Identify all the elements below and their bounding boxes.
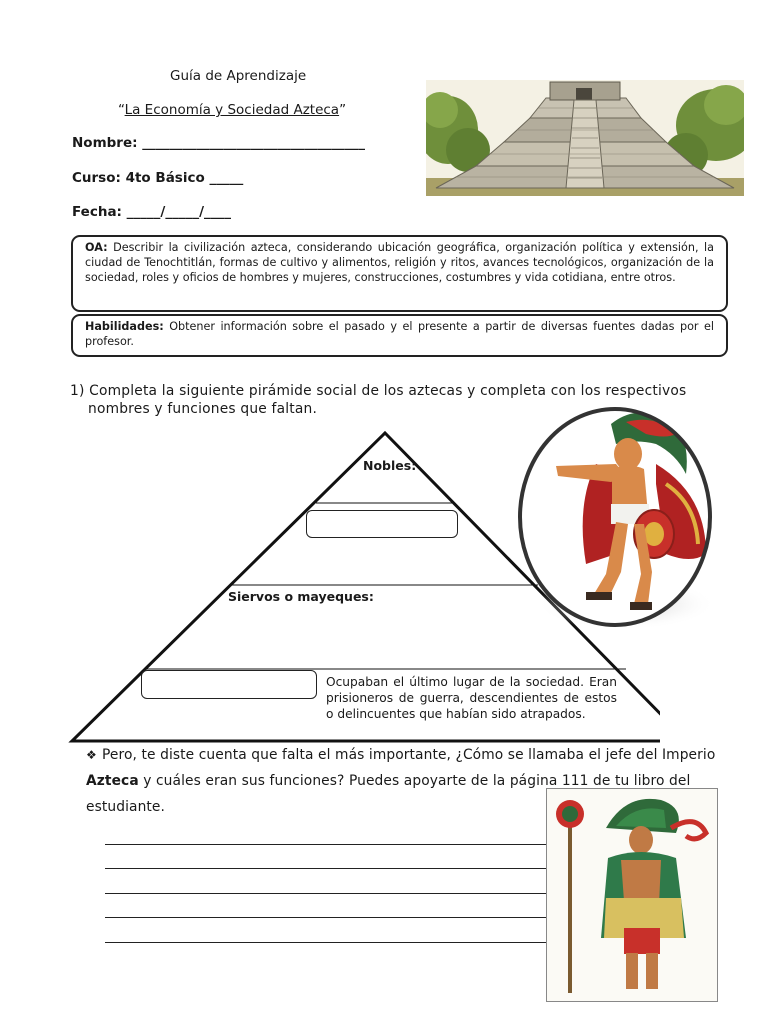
page-title: Guía de Aprendizaje <box>170 68 307 84</box>
name-field[interactable]: Nombre: _________________________________ <box>72 135 365 151</box>
pyramid-label-nobles: Nobles: <box>363 458 417 473</box>
answer-lines[interactable] <box>105 820 550 943</box>
pyramid-answer-box-bottom[interactable] <box>141 670 317 699</box>
aztec-warrior-image <box>516 404 716 630</box>
diamond-bullet-icon: ❖ <box>86 748 97 762</box>
question-2: ❖ Pero, te diste cuenta que falta el más importante, ¿Cómo se llamaba el jefe del Imperio Azteca y cuáles eran sus funciones? Puedes apoyarte de la página 111 de tu libro del estudiante. <box>86 742 716 820</box>
answer-line[interactable] <box>105 820 550 845</box>
answer-line[interactable] <box>105 869 550 894</box>
question-1: 1) Completa la siguiente pirámide social de los aztecas y completa con los respectivos nombres y funciones que faltan. <box>70 383 687 417</box>
course-field[interactable]: Curso: 4to Básico _____ <box>72 170 244 186</box>
oa-box: OA: Describir la civilización azteca, considerando ubicación geográfica, organización política y extensión, la ciudad de Tenochtitlán, formas de cultivo y alimentos, religión y ritos, avances tecnológicos, organización de la sociedad, roles y oficios de hombres y mujeres, construcciones, costumbres y vida cotidiana, entre otros. <box>71 235 728 312</box>
answer-line[interactable] <box>105 845 550 870</box>
page-subtitle: “La Economía y Sociedad Azteca” <box>118 102 347 118</box>
aztec-emperor-image <box>546 788 718 1002</box>
answer-line[interactable] <box>105 894 550 919</box>
pyramid-answer-box-top[interactable] <box>306 510 458 538</box>
date-field[interactable]: Fecha: _____/_____/____ <box>72 204 232 220</box>
answer-line[interactable] <box>105 918 550 943</box>
pyramid-label-siervos: Siervos o mayeques: <box>228 589 374 604</box>
skills-box: Habilidades: Obtener información sobre el pasado y el presente a partir de diversas fuentes dadas por el profesor. <box>71 314 728 357</box>
pyramid-image <box>426 80 744 196</box>
pyramid-slaves-description: Ocupaban el último lugar de la sociedad. Eran prisioneros de guerra, descendientes de estos o delincuentes que habían sido atrapados. <box>326 675 617 721</box>
